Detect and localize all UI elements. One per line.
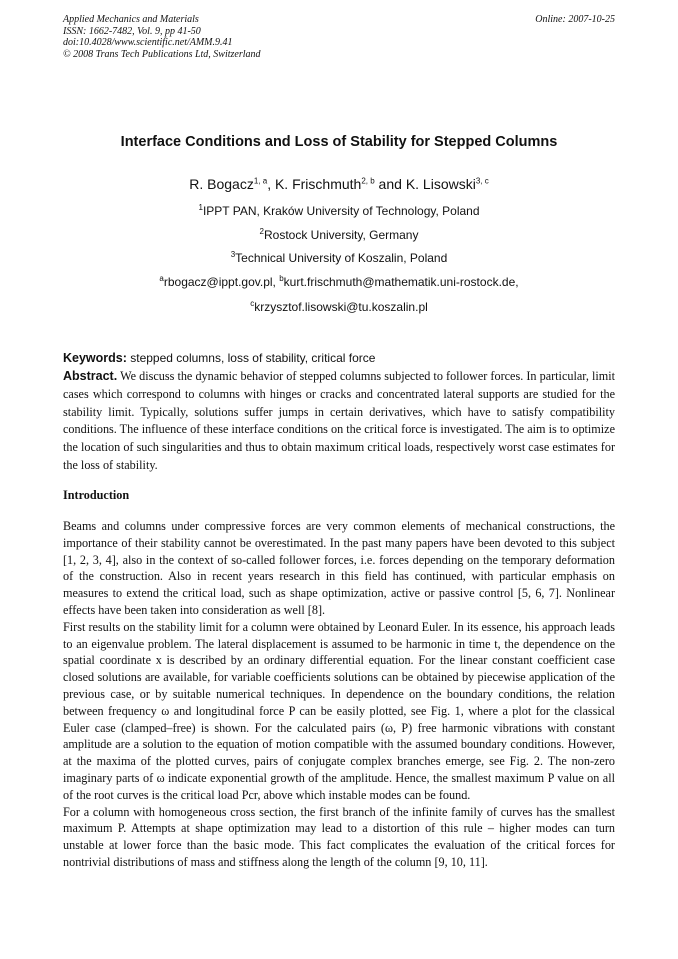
affiliation-mark: 3 [230, 250, 236, 259]
email-mark: c [250, 299, 255, 308]
email-address: rbogacz@ippt.gov.pl, [163, 275, 280, 289]
author-affil-mark: 1, a [253, 176, 268, 186]
paragraph: First results on the stability limit for a column were obtained by Leonard Euler. In its essence, his approach leads to an eigenvalue problem. The lateral displacement is assumed to be harmonic in time t, the dependence on the spatial coordinate x is described by an ordinary differential equation. For the linear constant coefficient case closed solutions are available, for variable coefficients solutions can be obtained by piecewise application of the previous case, or by suitable numerical techniques. In dependence on the boundary conditions, the relation between frequency ω and longitudinal force P can be easily plotted, see Fig. 1, where a plot for the classical Euler case (clamped–free) is shown. For the calculated pairs (ω, P) free harmonic vibrations with constant amplitude are a solution to the equation of motion compatible with the assumed boundary conditions. However, at the maxima of the plotted curves, pairs of conjugate complex branches emerge, see Fig. 2. The non-zero imaginary parts of ω indicate exponential growth of the amplitude. Hence, the smallest maximum P value on all of the root curves is the critical load Pcr, above which instable modes can be found. [63, 619, 615, 802]
author-name: K. Frischmuth [274, 176, 362, 192]
affiliation [30, 204, 648, 218]
affiliation-text: IPPT PAN, Kraków University of Technology, Poland [202, 204, 480, 218]
journal-doi: doi:10.4028/www.scientific.net/AMM.9.41 [63, 37, 233, 49]
email-mark: b [279, 274, 284, 283]
paragraph: Beams and columns under compressive forces are very common elements of mechanical constructions, the importance of their stability cannot be overestimated. In the past many papers have been devoted to this subject [1, 2, 3, 4], also in the context of so-called follower forces, i.e. forces depending on the temporary deformation of the construction. Also in recent years research in this field has continued, with particular emphasis on measures to extend the critical load, such as shape optimization, active or passive control [5, 6, 7]. Nonlinear effects have been taken into consideration as well [8]. [63, 519, 615, 617]
email-address: krzysztof.lisowski@tu.koszalin.pl [254, 300, 428, 314]
email-line [30, 275, 648, 289]
abstract [63, 368, 615, 475]
keywords-text: stepped columns, loss of stability, critical force [126, 351, 376, 365]
author-name: K. Lisowski [405, 176, 476, 192]
email-mark: a [159, 274, 164, 283]
paper-title: Interface Conditions and Loss of Stability for Stepped Columns [120, 134, 558, 150]
author-affil-mark: 3, c [475, 176, 489, 186]
author-affil-mark: 2, b [361, 176, 375, 186]
abstract-text: We discuss the dynamic behavior of stepped columns subjected to follower forces. In particular, limit cases which correspond to columns with hinges or cracks and concentrated lateral supports are studied for the stability limit. Typically, solutions suffer jumps in certain derivatives, which have to satisfy compatibility conditions. The influence of these interface conditions on the critical force is investigated. The aim is to optimize the location of such singularities and thus to obtain maximum critical loads, respectively worst case estimates for the loss of stability. [63, 369, 615, 472]
author-separator: , [267, 176, 275, 192]
paragraph: For a column with homogeneous cross section, the first branch of the infinite family of curves has the smallest maximum P. Attempts at shape optimization may lead to a distortion of this rule – higher modes can turn unstable at lower force than the basic mode. This fact complicates the evaluation of the critical forces for nontrivial distributions of mass and stiffness along the length of the column [9, 10, 11]. [63, 804, 615, 869]
author-separator: and [374, 176, 406, 192]
affiliation-mark: 2 [259, 227, 264, 236]
section-heading: Introduction [63, 488, 130, 502]
journal-issn: ISSN: 1662-7482, Vol. 9, pp 41-50 [63, 25, 201, 37]
journal-header [63, 14, 615, 60]
affiliation-text: Rostock University, Germany [263, 228, 419, 242]
author-list [30, 176, 648, 192]
body-text [63, 518, 615, 871]
affiliation-mark: 1 [198, 203, 203, 212]
keywords-label: Keywords: [63, 351, 127, 365]
journal-name: Applied Mechanics and Materials [63, 14, 199, 25]
email-line [30, 300, 648, 314]
journal-copyright: © 2008 Trans Tech Publications Ltd, Switzerland [63, 48, 261, 60]
affiliation [30, 251, 648, 265]
affiliation-text: Technical University of Koszalin, Poland [235, 251, 448, 265]
online-date: Online: 2007-10-25 [535, 14, 615, 25]
abstract-label: Abstract. [63, 369, 118, 383]
keywords [63, 351, 615, 365]
affiliation [30, 228, 648, 242]
email-address: kurt.frischmuth@mathematik.uni-rostock.de, [283, 275, 519, 289]
author-name: R. Bogacz [189, 176, 254, 192]
